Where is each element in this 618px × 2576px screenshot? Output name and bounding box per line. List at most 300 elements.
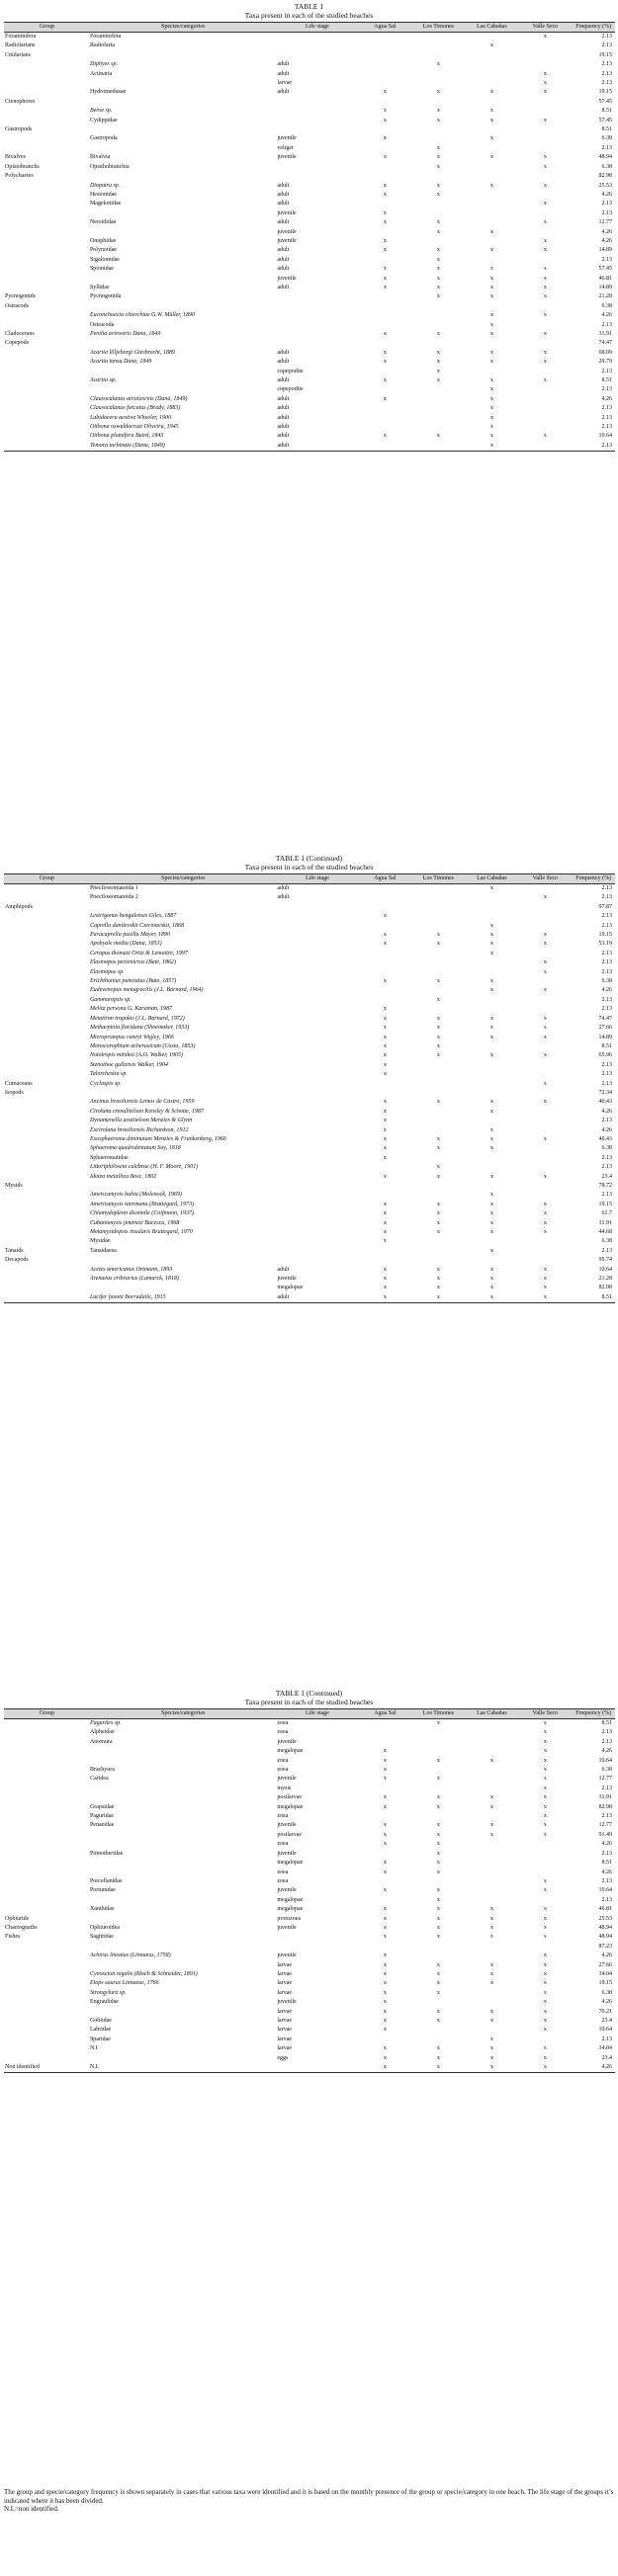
life-stage-cell: adult [277, 433, 290, 440]
agua-sal-cell [358, 958, 411, 967]
table-row [4, 1905, 615, 1914]
valle-seco-cell: x [543, 275, 547, 282]
las-cabanas-cell: x [489, 1025, 493, 1032]
table-row [4, 1952, 615, 1960]
los-timones-cell: x [436, 349, 440, 356]
los-timones-cell [411, 33, 465, 42]
group-cell [4, 1228, 90, 1237]
species-cell: Acartia sp. [89, 377, 117, 384]
los-timones-cell: x [436, 1052, 440, 1059]
los-timones-cell [411, 1747, 465, 1756]
table-row [4, 163, 615, 172]
valle-seco-cell: x [543, 1720, 547, 1726]
las-cabanas-cell [465, 1237, 518, 1246]
species-cell: Syllidae [89, 284, 110, 291]
column-header: Group [4, 1709, 90, 1719]
species-cell: Sagittidae [89, 1934, 114, 1941]
table-row [4, 1080, 615, 1089]
los-timones-cell [411, 1785, 465, 1793]
table-row [4, 1219, 615, 1228]
los-timones-cell [411, 1766, 465, 1775]
las-cabanas-cell [465, 209, 518, 218]
group-cell [4, 218, 90, 227]
species-cell [90, 228, 276, 237]
taxa-table [4, 22, 615, 452]
table-row [4, 1757, 615, 1766]
group-cell [4, 423, 90, 432]
valle-seco-cell: x [543, 359, 547, 366]
frequency-cell: 74.47 [598, 340, 612, 347]
los-timones-cell [411, 70, 465, 79]
species-cell: Americamysis bahia (Molenock, 1969) [89, 1192, 182, 1199]
group-cell [4, 237, 90, 246]
las-cabanas-cell: x [489, 42, 493, 49]
los-timones-cell: x [436, 331, 440, 337]
los-timones-cell: x [436, 1034, 440, 1040]
valle-seco-cell: x [543, 1201, 547, 1207]
table-block-2 [0, 854, 618, 1303]
frequency-cell: 2.13 [601, 1850, 612, 1857]
species-cell: Acartia lilljeborgi Giesbrecht, 1889 [89, 349, 175, 356]
species-cell: Littoriphiloscia culebrae (H. F. Moore, 1901) [89, 1164, 199, 1171]
table-row [4, 1275, 615, 1284]
frequency-cell: 8.51 [572, 1293, 615, 1303]
agua-sal-cell: x [383, 1201, 387, 1207]
species-cell: Foraminifera [89, 34, 122, 40]
life-stage-cell: megalopae [277, 1803, 304, 1810]
column-header: Las Cabañas [465, 1709, 518, 1719]
life-stage-cell [276, 51, 358, 60]
life-stage-cell: larvae [277, 2008, 293, 2015]
agua-sal-cell [358, 1785, 411, 1793]
species-cell: N.I [89, 2045, 98, 2052]
table-row [4, 144, 615, 153]
los-timones-cell: x [436, 1906, 440, 1913]
las-cabanas-cell [465, 1154, 518, 1163]
species-cell [90, 1284, 276, 1292]
group-cell [4, 884, 90, 894]
table-row [4, 51, 615, 60]
los-timones-cell [411, 2026, 465, 2035]
group-cell [4, 1108, 90, 1117]
table-caption: Taxa present in each of the studied beaches [244, 11, 374, 20]
valle-seco-cell: x [543, 1794, 547, 1801]
frequency-cell: 2.13 [601, 368, 612, 374]
valle-seco-cell [518, 912, 572, 921]
species-cell: Euconchoecia chierchiae G.W. Müller, 1890 [89, 312, 195, 319]
agua-sal-cell: x [383, 1025, 387, 1032]
los-timones-cell: x [436, 2008, 440, 2015]
life-stage-cell [276, 1144, 358, 1153]
life-stage-cell: adult [277, 284, 290, 291]
group-cell [4, 358, 90, 367]
valle-seco-cell [518, 1256, 572, 1265]
table-row [4, 134, 615, 143]
life-stage-cell [276, 117, 358, 125]
los-timones-cell [411, 1247, 465, 1256]
species-cell: Sparidae [89, 2036, 111, 2042]
frequency-cell: 34.04 [598, 2045, 612, 2052]
frequency-cell: 2.13 [601, 70, 612, 77]
life-stage-cell [276, 1943, 358, 1952]
frequency-cell: 40.43 [598, 1135, 612, 1142]
table-row [4, 153, 615, 162]
los-timones-cell [411, 958, 465, 967]
los-timones-cell: x [436, 275, 440, 282]
valle-seco-cell [518, 98, 572, 107]
los-timones-cell: x [436, 1980, 440, 1987]
life-stage-cell [276, 1154, 358, 1163]
species-cell: Brachyura [89, 1767, 115, 1774]
life-stage-cell [276, 1933, 358, 1942]
las-cabanas-cell: x [489, 1201, 493, 1207]
los-timones-cell: x [436, 368, 440, 374]
frequency-cell: 19.15 [598, 89, 612, 96]
frequency-cell: 31.91 [598, 1219, 612, 1226]
life-stage-cell: juvenile [277, 275, 297, 282]
frequency-cell: 6.38 [601, 135, 612, 142]
los-timones-cell [411, 339, 465, 348]
agua-sal-cell: x [383, 2045, 387, 2052]
life-stage-cell [276, 2063, 358, 2073]
species-cell: Apohyale media (Dana, 1853) [89, 941, 162, 948]
valle-seco-cell: x [543, 1953, 547, 1959]
las-cabanas-cell [465, 1869, 518, 1877]
frequency-cell: 29.79 [598, 359, 612, 366]
table-row [4, 1728, 615, 1737]
valle-seco-cell: x [543, 941, 547, 948]
table-row [4, 284, 615, 292]
agua-sal-cell: x [383, 154, 387, 161]
frequency-cell: 68.09 [598, 349, 612, 356]
frequency-cell: 2.13 [601, 1192, 612, 1199]
valle-seco-cell [518, 172, 572, 181]
las-cabanas-cell [465, 958, 518, 967]
species-cell: Paracaprella pusilla Mayer, 1890 [89, 932, 171, 939]
los-timones-cell: x [436, 1015, 440, 1022]
life-stage-cell [276, 950, 358, 958]
group-cell [4, 107, 90, 116]
table-row [4, 2044, 615, 2053]
group-cell [4, 1051, 90, 1060]
los-timones-cell: x [436, 247, 440, 254]
los-timones-cell [411, 1005, 465, 1014]
valle-seco-cell: x [543, 1266, 547, 1273]
table-row [4, 432, 615, 441]
table-row [4, 2063, 615, 2073]
life-stage-cell [276, 1256, 358, 1265]
frequency-cell: 2.13 [601, 894, 612, 901]
valle-seco-cell [518, 1237, 572, 1246]
life-stage-cell: adult [277, 1266, 290, 1273]
valle-seco-cell [518, 996, 572, 1005]
los-timones-cell [411, 1080, 465, 1089]
las-cabanas-cell: x [489, 1906, 493, 1913]
agua-sal-cell [358, 404, 411, 413]
las-cabanas-cell: x [489, 1285, 493, 1291]
agua-sal-cell [358, 2036, 411, 2044]
frequency-cell: 40.43 [598, 1099, 612, 1106]
las-cabanas-cell [465, 1877, 518, 1886]
valle-seco-cell: x [543, 1276, 547, 1283]
valle-seco-cell: x [543, 1757, 547, 1764]
las-cabanas-cell: x [489, 433, 493, 440]
los-timones-cell: x [436, 1934, 440, 1941]
group-cell [4, 1831, 90, 1840]
los-timones-cell: x [436, 1970, 440, 1977]
agua-sal-cell: x [383, 1266, 387, 1273]
group-cell [4, 2008, 90, 2017]
species-cell: Penaeidae [89, 1822, 115, 1829]
valle-seco-cell: x [543, 1219, 547, 1226]
frequency-cell: 2.13 [601, 256, 612, 263]
las-cabanas-cell: x [489, 2045, 493, 2052]
table-row [4, 1924, 615, 1933]
species-cell: Sigalionidae [89, 256, 120, 263]
valle-seco-cell [518, 144, 572, 153]
table-row [4, 200, 615, 208]
life-stage-cell [276, 1080, 358, 1089]
species-cell: Metamysidopsis insularis Brattegard, 1970 [89, 1229, 193, 1236]
species-cell: Cerapus thomasi Ortiz & Lemaitre, 1997 [89, 950, 188, 956]
frequency-cell: 6.38 [601, 1989, 612, 1996]
agua-sal-cell: x [383, 1767, 387, 1774]
life-stage-cell: zoea [277, 1869, 289, 1875]
valle-seco-cell [518, 1117, 572, 1125]
life-stage-cell [276, 1209, 358, 1218]
valle-seco-cell: x [543, 1034, 547, 1040]
species-cell: Ancinus brasiliensis Lemos de Castro, 1959 [89, 1099, 195, 1106]
valle-seco-cell: x [543, 1229, 547, 1236]
frequency-cell: 4.26 [601, 987, 612, 994]
life-stage-cell [276, 1051, 358, 1060]
footnote-text: The group and specie/category frequency is shown separately in cases that various taxa were identified and it is based on the monthly presence of the group or specie/category in one beach. The life stage of the groups it’s indicated where it has been divided. [4, 2488, 614, 2505]
valle-seco-cell: x [543, 2054, 547, 2061]
agua-sal-cell: x [383, 1869, 387, 1875]
life-stage-cell: zoea [277, 1767, 289, 1774]
frequency-cell: 2.13 [601, 885, 612, 891]
table-row [4, 125, 615, 134]
las-cabanas-cell: x [489, 1970, 493, 1977]
table-row [4, 912, 615, 921]
valle-seco-cell: x [543, 1785, 547, 1791]
group-cell [4, 1793, 90, 1802]
las-cabanas-cell: x [489, 386, 493, 393]
species-cell [90, 385, 276, 394]
agua-sal-cell: x [383, 913, 387, 920]
valle-seco-cell: x [543, 1285, 547, 1291]
valle-seco-cell: x [543, 932, 547, 939]
life-stage-cell: larvae [277, 1980, 293, 1987]
table-row [4, 1228, 615, 1237]
species-cell: Penilia avirostris Dana, 1849 [89, 331, 161, 337]
life-stage-cell: zoea [277, 1877, 289, 1884]
life-stage-cell [276, 33, 358, 42]
frequency-cell: 8.51 [601, 1720, 612, 1726]
frequency-cell: 44.68 [598, 1229, 612, 1236]
frequency-cell: 2.13 [601, 1006, 612, 1013]
group-cell [4, 931, 90, 940]
group-cell: Isopods [5, 1089, 24, 1096]
las-cabanas-cell: x [489, 275, 493, 282]
group-cell [4, 368, 90, 376]
agua-sal-cell: x [383, 1794, 387, 1801]
species-cell: Polynoidae [89, 247, 117, 254]
las-cabanas-cell [465, 79, 518, 88]
life-stage-cell [276, 1219, 358, 1228]
frequency-cell: 2.13 [601, 405, 612, 412]
life-stage-cell: larvae [277, 2045, 293, 2052]
los-timones-cell: x [436, 219, 440, 226]
frequency-cell: 2.13 [601, 1118, 612, 1124]
valle-seco-cell: x [543, 80, 547, 87]
frequency-cell: 2.13 [601, 209, 612, 216]
agua-sal-cell: x [383, 1108, 387, 1115]
agua-sal-cell [358, 414, 411, 423]
group-cell [4, 912, 90, 921]
group-cell [4, 246, 90, 255]
group-cell [4, 265, 90, 274]
agua-sal-cell: x [383, 1276, 387, 1283]
table-row [4, 1034, 615, 1042]
species-cell: Pagurites sp. [89, 1720, 122, 1726]
life-stage-cell: adult [277, 395, 290, 402]
agua-sal-cell: x [383, 941, 387, 948]
group-cell [4, 1840, 90, 1849]
life-stage-cell [276, 996, 358, 1005]
agua-sal-cell: x [383, 89, 387, 96]
valle-seco-cell [518, 1247, 572, 1256]
agua-sal-cell: x [383, 1006, 387, 1013]
species-cell: Gammaropsis sp. [89, 996, 132, 1003]
species-cell: Lestrigonus bengalensis Giles, 1887 [89, 913, 177, 920]
las-cabanas-cell [465, 191, 518, 200]
valle-seco-cell [518, 977, 572, 986]
table-block-1 [0, 2, 618, 452]
las-cabanas-cell [465, 2026, 518, 2035]
life-stage-cell [276, 1163, 358, 1172]
table-row [4, 1237, 615, 1246]
life-stage-cell [276, 903, 358, 912]
los-timones-cell: x [436, 117, 440, 124]
agua-sal-cell [358, 200, 411, 208]
agua-sal-cell: x [383, 2018, 387, 2024]
los-timones-cell: x [436, 1860, 440, 1867]
las-cabanas-cell: x [489, 89, 493, 96]
species-cell [90, 1793, 276, 1802]
valle-seco-cell: x [543, 1887, 547, 1894]
species-cell: Opisthobranchia [89, 163, 130, 170]
species-cell: Radiolaria [89, 42, 115, 49]
life-stage-cell: adult [277, 70, 290, 77]
table-row [4, 1051, 615, 1060]
las-cabanas-cell: x [489, 228, 493, 235]
las-cabanas-cell: x [489, 1108, 493, 1115]
agua-sal-cell: x [383, 433, 387, 440]
frequency-cell: 4.26 [601, 1841, 612, 1848]
las-cabanas-cell: x [489, 932, 493, 939]
table-row [4, 385, 615, 394]
valle-seco-cell [518, 395, 572, 404]
los-timones-cell [411, 1998, 465, 2007]
los-timones-cell: x [436, 1924, 440, 1931]
group-cell: Foraminifera [5, 34, 37, 40]
life-stage-cell: adult [276, 1293, 358, 1303]
valle-seco-cell [518, 1896, 572, 1905]
species-cell: Bivalvia [89, 154, 111, 161]
life-stage-cell [276, 163, 358, 172]
life-stage-cell [276, 107, 358, 116]
las-cabanas-cell: x [489, 1052, 493, 1059]
species-cell: N.I. [90, 2063, 276, 2073]
table-row [4, 228, 615, 237]
frequency-cell: 2.13 [601, 424, 612, 431]
column-header: Agua Sal [358, 1709, 411, 1719]
frequency-cell: 2.13 [601, 1785, 612, 1791]
table-caption: Taxa present in each of the studied beaches [244, 1698, 374, 1706]
table-row [4, 931, 615, 940]
table-footnotes [4, 2488, 615, 2514]
agua-sal-cell [358, 1089, 411, 1098]
group-cell [4, 950, 90, 958]
valle-seco-cell: x [543, 117, 547, 124]
frequency-cell: 48.94 [598, 1934, 612, 1941]
table-caption: Taxa present in each of the studied beaches [244, 863, 374, 872]
las-cabanas-cell [465, 968, 518, 977]
group-cell [4, 79, 90, 88]
las-cabanas-cell: x [489, 1757, 493, 1764]
species-cell: Pinnotheridae [89, 1850, 124, 1857]
agua-sal-cell [358, 1812, 411, 1821]
column-header: Life stage [276, 1709, 358, 1719]
life-stage-cell: adult [277, 191, 290, 198]
las-cabanas-cell: x [489, 424, 493, 431]
valle-seco-cell [518, 107, 572, 116]
frequency-cell: 34.04 [598, 1970, 612, 1977]
agua-sal-cell: x [383, 1841, 387, 1848]
los-timones-cell: x [436, 1757, 440, 1764]
species-cell: Sphaeromatidae [89, 1154, 129, 1161]
life-stage-cell [276, 1191, 358, 1200]
agua-sal-cell [358, 60, 411, 69]
group-cell [4, 1989, 90, 1998]
table-row [4, 88, 615, 97]
table-row [4, 922, 615, 931]
life-stage-cell [276, 1228, 358, 1237]
los-timones-cell [411, 209, 465, 218]
frequency-cell: 25.53 [598, 1915, 612, 1922]
las-cabanas-cell [465, 1005, 518, 1014]
group-cell [4, 60, 90, 69]
life-stage-cell: adult [277, 266, 290, 273]
los-timones-cell: x [436, 1099, 440, 1106]
life-stage-cell: juvenile [277, 1822, 297, 1829]
group-cell: Opistobranchs [5, 163, 40, 170]
table-row [4, 1840, 615, 1849]
table-row [4, 1821, 615, 1830]
las-cabanas-cell [465, 1952, 518, 1960]
las-cabanas-cell: x [489, 1831, 493, 1838]
agua-sal-cell: x [383, 1831, 387, 1838]
valle-seco-cell: x [543, 1135, 547, 1142]
frequency-cell: 87.23 [598, 1943, 612, 1950]
species-cell: Americamysis taironana (Brattegard, 1973) [89, 1201, 195, 1207]
las-cabanas-cell: x [489, 1099, 493, 1106]
valle-seco-cell [518, 1070, 572, 1079]
life-stage-cell: larvae [277, 2036, 293, 2042]
las-cabanas-cell: x [489, 2018, 493, 2024]
las-cabanas-cell [465, 33, 518, 42]
